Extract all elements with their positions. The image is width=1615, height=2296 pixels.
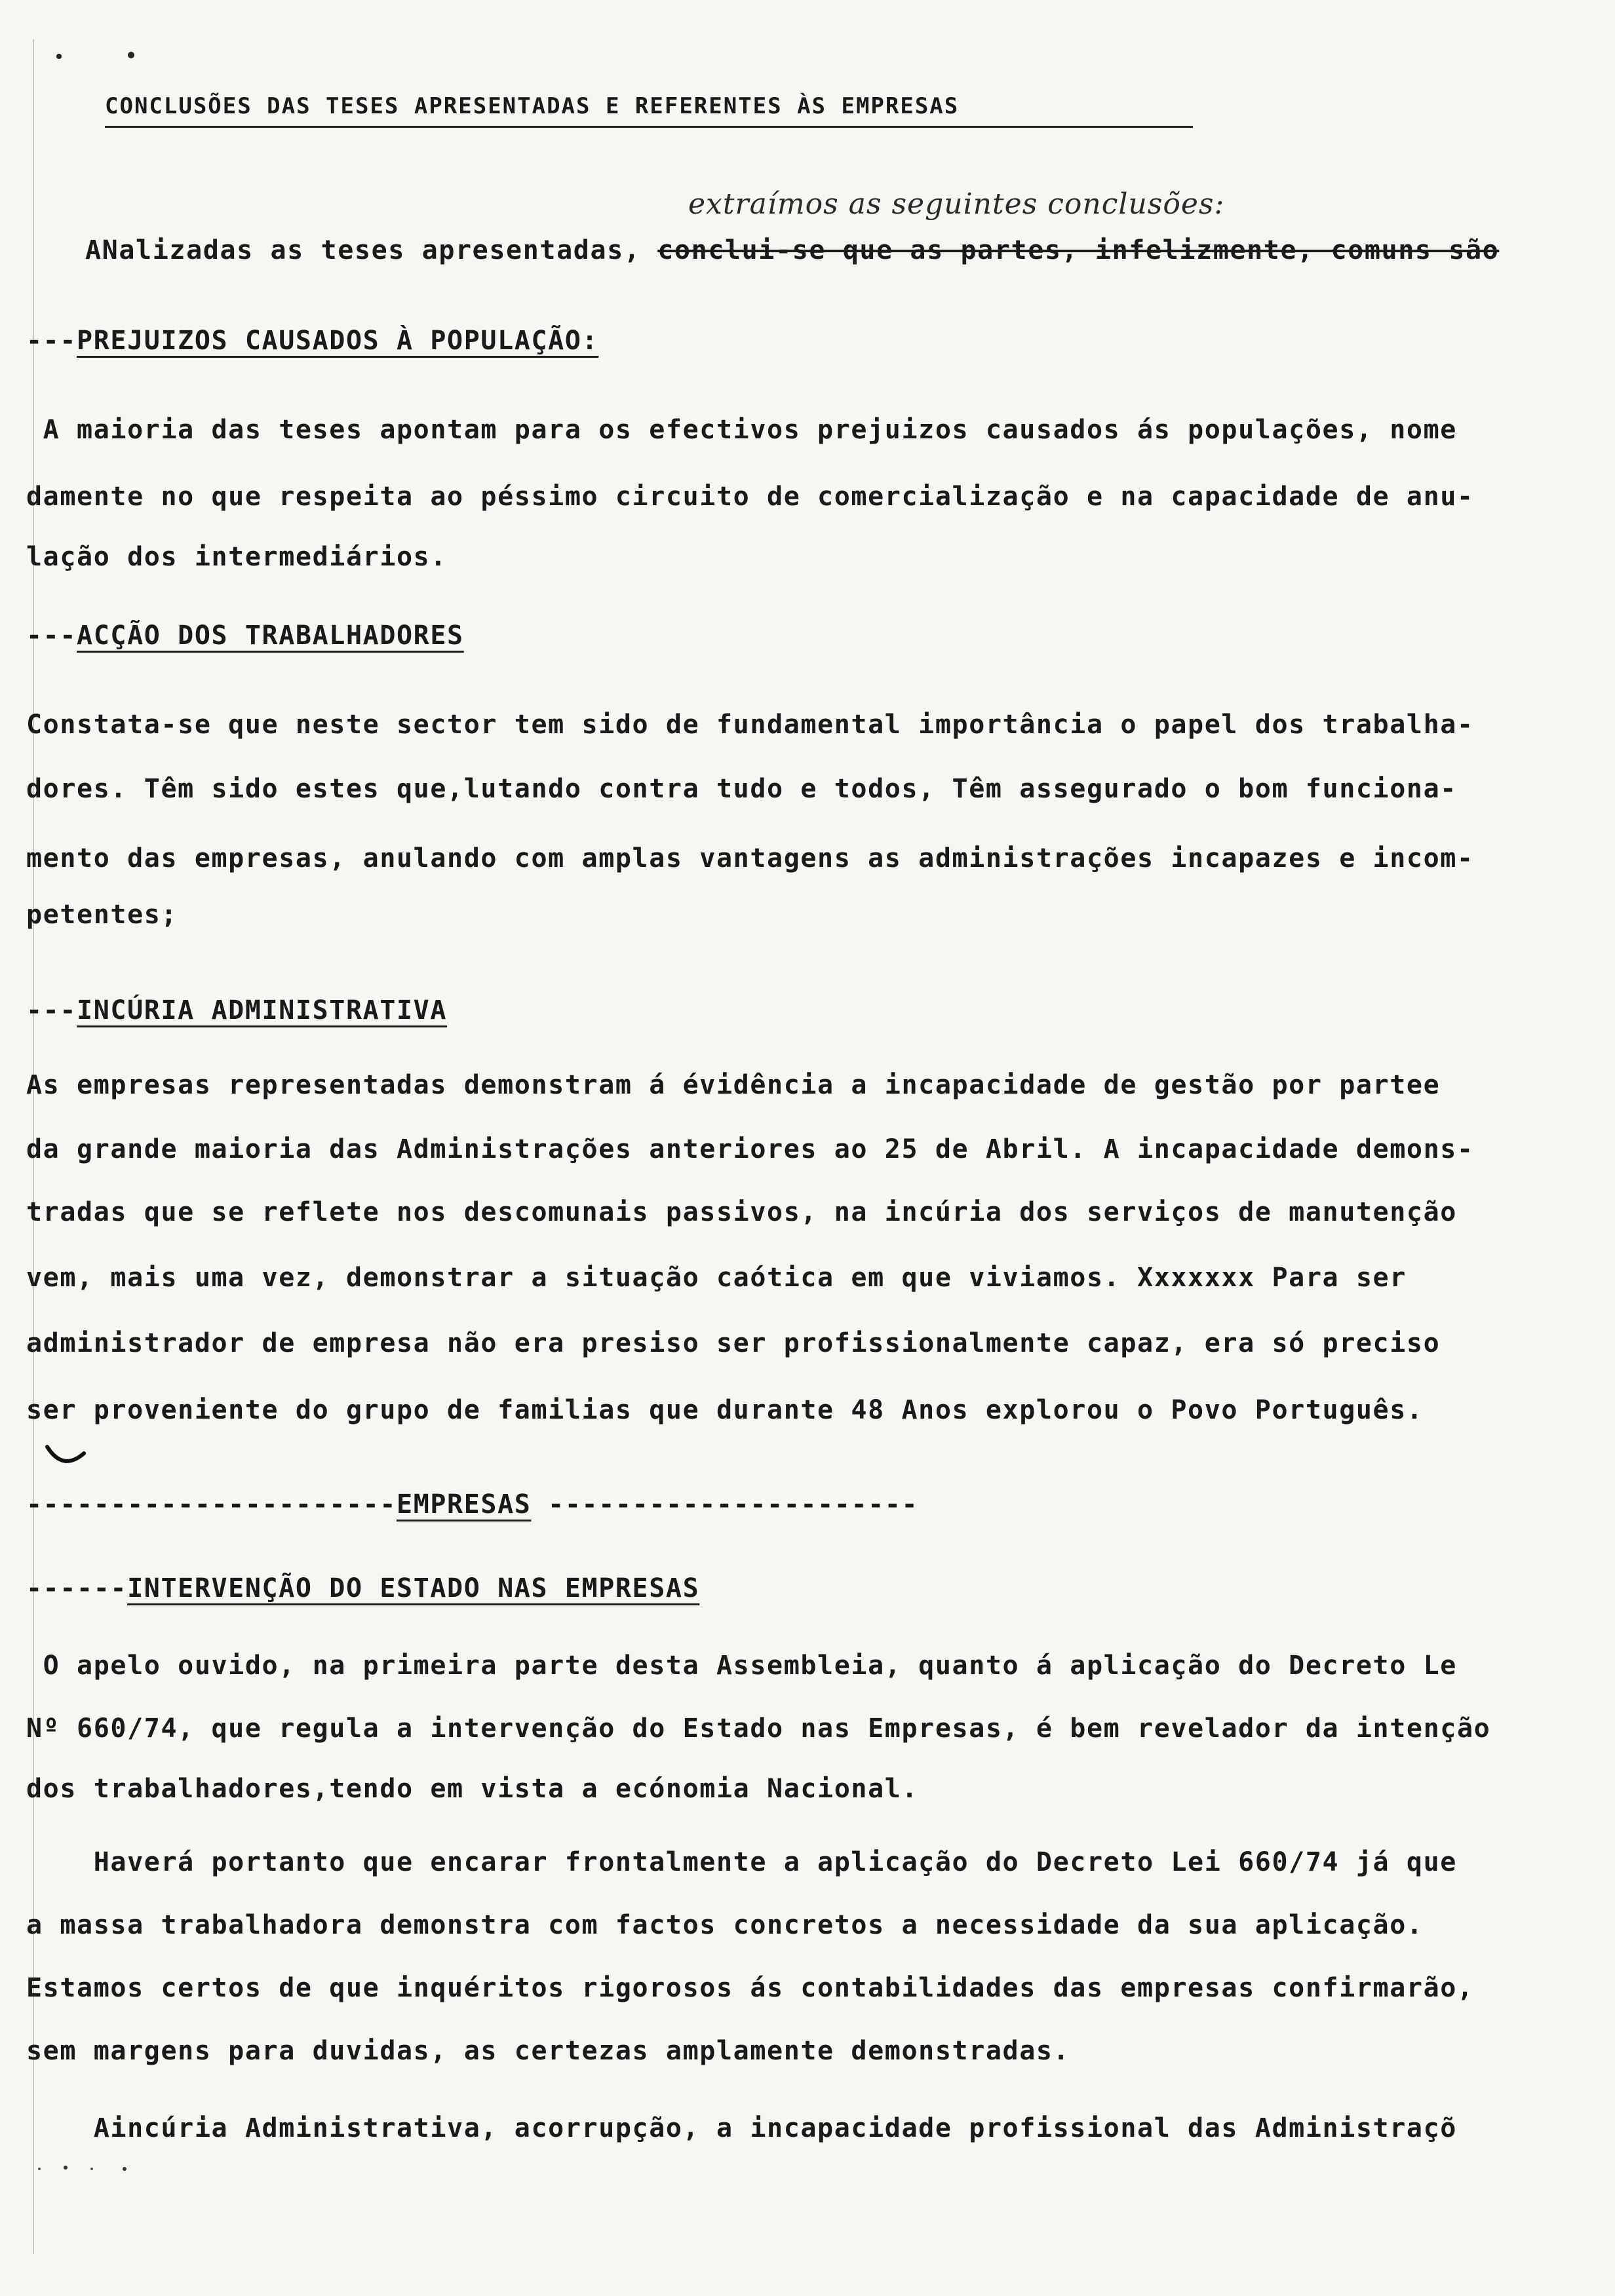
paragraph-line: damente no que respeita ao péssimo circuito de comercialização e na capacidade de anu- (26, 482, 1474, 512)
paragraph-line: tradas que se reflete nos descomunais passivos, na incúria dos serviços de manutenção (26, 1197, 1457, 1227)
paragraph-line: O apelo ouvido, na primeira parte desta Assembleia, quanto á aplicação do Decreto Le (26, 1651, 1457, 1681)
paragraph-line: Nº 660/74, que regula a intervenção do Estado nas Empresas, é bem revelador da intenção (26, 1713, 1491, 1744)
section-heading-incuria (26, 995, 447, 1026)
paragraph-line: lação dos intermediários. (26, 542, 448, 572)
divider-dashes-right: ---------------------- (531, 1489, 919, 1520)
intro-text: ANalizadas as teses apresentadas, (85, 235, 658, 265)
document-title: CONCLUSÕES DAS TESES APRESENTADAS E REFERENTES ÀS EMPRESAS (105, 92, 1193, 128)
paragraph-line: mento das empresas, anulando com amplas vantagens as administrações incapazes e incom- (26, 843, 1474, 873)
section-heading-accao (26, 620, 464, 651)
paragraph-line: dos trabalhadores,tendo em vista a ecónomia Nacional. (26, 1774, 919, 1804)
pen-stroke-icon (43, 1442, 89, 1474)
handwritten-annotation: extraímos as seguintes conclusões: (688, 187, 1225, 221)
section-title: PREJUIZOS CAUSADOS À POPULAÇÃO: (77, 326, 599, 356)
paragraph-line: Haverá portanto que encarar frontalmente a aplicação do Decreto Lei 660/74 já que (26, 1847, 1457, 1877)
paragraph-line: petentes; (26, 900, 178, 930)
paragraph-line: dores. Têm sido estes que,lutando contra tudo e todos, Têm assegurado o bom funciona- (26, 774, 1457, 804)
paragraph-line: a massa trabalhadora demonstra com factos concretos a necessidade da sua aplicação. (26, 1910, 1424, 1940)
scan-dots-icon (26, 2162, 131, 2175)
paragraph-line: As empresas representadas demonstram á évidência a incapacidade de gestão por partee (26, 1070, 1441, 1100)
heading-prefix: --- (26, 995, 77, 1025)
section-heading-intervencao (26, 1573, 699, 1604)
section-title: INCÚRIA ADMINISTRATIVA (77, 995, 448, 1025)
section-divider (26, 1489, 918, 1520)
paragraph-line: sem margens para duvidas, as certezas amplamente demonstradas. (26, 2036, 1070, 2066)
heading-prefix: --- (26, 621, 77, 651)
intro-line (85, 235, 1499, 266)
divider-dashes-left: ---------------------- (26, 1489, 397, 1520)
punch-mark-icon (52, 51, 144, 64)
struck-text: conclui-se que as partes, infelizmente, comuns são (657, 235, 1500, 265)
section-title: INTERVENÇÃO DO ESTADO NAS EMPRESAS (127, 1573, 700, 1603)
paragraph-line: ser proveniente do grupo de familias que durante 48 Anos explorou o Povo Português. (26, 1395, 1424, 1425)
paragraph-line: Aincúria Administrativa, acorrupção, a incapacidade profissional das Administraçõ (26, 2113, 1457, 2143)
paragraph-line: A maioria das teses apontam para os efectivos prejuizos causados ás populações, nome (26, 415, 1457, 445)
section-title: ACÇÃO DOS TRABALHADORES (77, 621, 464, 651)
section-heading-prejuizos (26, 325, 598, 356)
heading-prefix: --- (26, 326, 77, 356)
paragraph-line: da grande maioria das Administrações anteriores ao 25 de Abril. A incapacidade demons- (26, 1134, 1474, 1164)
paragraph-line: vem, mais uma vez, demonstrar a situação caótica em que viviamos. Xxxxxxx Para ser (26, 1263, 1407, 1293)
paragraph-line: Constata-se que neste sector tem sido de fundamental importância o papel dos trabalha- (26, 710, 1474, 740)
paragraph-line: administrador de empresa não era presiso ser profissionalmente capaz, era só preciso (26, 1328, 1441, 1358)
paragraph-line: Estamos certos de que inquéritos rigorosos ás contabilidades das empresas confirmarão, (26, 1973, 1474, 2003)
divider-label: EMPRESAS (397, 1489, 532, 1520)
heading-prefix: ------ (26, 1573, 128, 1603)
